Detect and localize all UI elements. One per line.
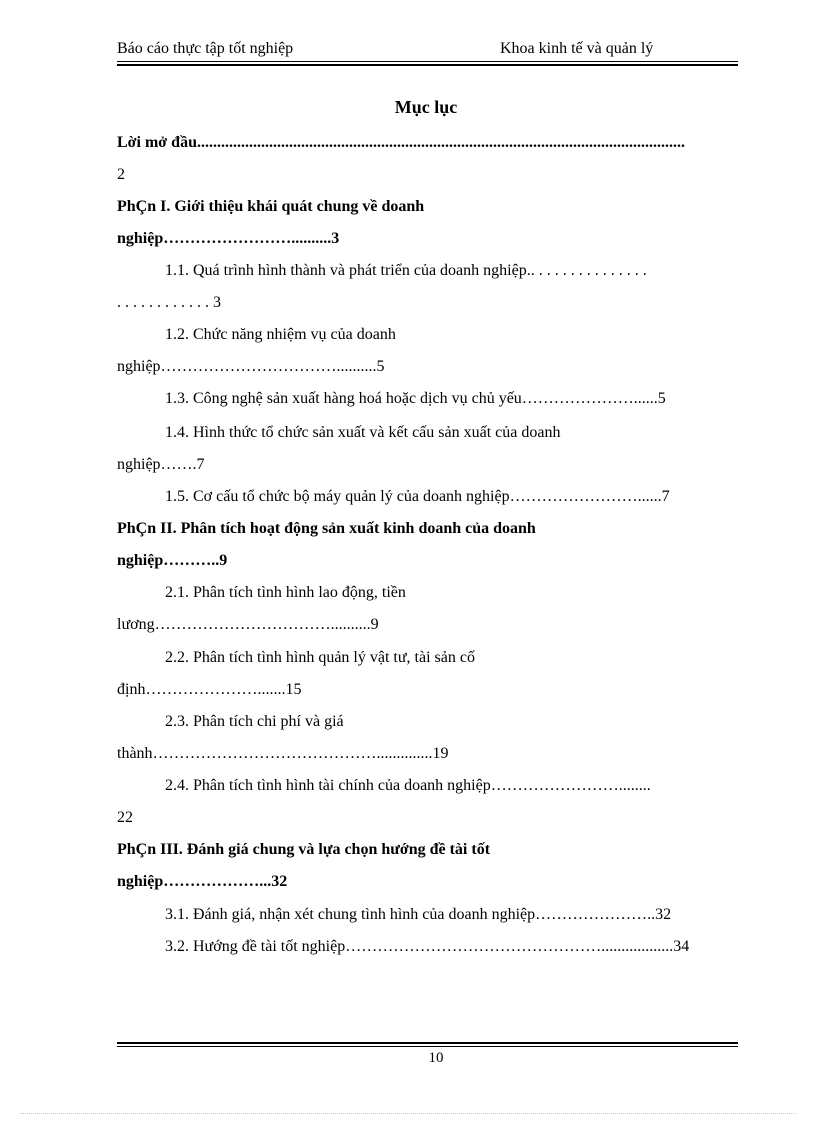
toc-entry-part-3-cont: nghiệp………………...32: [117, 873, 288, 890]
toc-entry-2-2-cont: định………………….......15: [117, 681, 302, 698]
toc-entry-1-4[interactable]: 1.4. Hình thức tổ chức sản xuất và kết cấu sản xuất của doanh: [165, 424, 561, 441]
toc-entry-2-3-cont: thành……………………………………..............19: [117, 745, 449, 762]
toc-entry-2-1-cont: lương……………………………..........9: [117, 616, 379, 633]
toc-entry-3-2[interactable]: 3.2. Hướng đề tài tốt nghiệp…………………………………………..................34: [165, 938, 690, 955]
toc-entry-part-2-cont: nghiệp………..9: [117, 552, 228, 569]
footer-rule-thin: [117, 1046, 738, 1047]
toc-entry-part-3[interactable]: PhÇn III. Đánh giá chung và lựa chọn hướng đề tài tốt: [117, 841, 491, 858]
page-header-left: Báo cáo thực tập tốt nghiệp: [117, 40, 294, 57]
footer-rule-thick: [117, 1042, 738, 1044]
page-header-right: Khoa kinh tế và quản lý: [500, 40, 654, 57]
toc-entry-intro-page: 2: [117, 166, 125, 183]
toc-entry-1-2-cont: nghiệp……………………………..........5: [117, 358, 385, 375]
toc-entry-part-2[interactable]: PhÇn II. Phân tích hoạt động sản xuất kinh doanh của doanh: [117, 520, 536, 537]
toc-entry-2-4[interactable]: 2.4. Phân tích tình hình tài chính của doanh nghiệp……………………........: [165, 777, 651, 794]
toc-entry-part-1[interactable]: PhÇn I. Giới thiệu khái quát chung về doanh: [117, 198, 425, 215]
toc-entry-1-5[interactable]: 1.5. Cơ cấu tổ chức bộ máy quản lý của doanh nghiệp……………………......7: [165, 488, 670, 505]
toc-entry-1-2[interactable]: 1.2. Chức năng nhiệm vụ của doanh: [165, 326, 396, 343]
header-rule-thin: [117, 61, 738, 62]
toc-entry-3-1[interactable]: 3.1. Đánh giá, nhận xét chung tình hình của doanh nghiệp…………………..32: [165, 906, 672, 923]
toc-entry-part-1-cont: nghiệp……………………..........3: [117, 230, 340, 247]
header-rule-thick: [117, 64, 738, 66]
toc-entry-2-2[interactable]: 2.2. Phân tích tình hình quản lý vật tư, tài sản cố: [165, 649, 475, 666]
page-number: 10: [428, 1050, 444, 1066]
page-bottom-dotted-border: [20, 1113, 796, 1114]
toc-entry-intro[interactable]: Lời mở đầu..........................................................................................................................: [117, 134, 685, 151]
toc-entry-1-4-cont: nghiệp…….7: [117, 456, 205, 473]
toc-entry-2-3[interactable]: 2.3. Phân tích chi phí và giá: [165, 713, 344, 730]
toc-entry-2-4-cont: 22: [117, 809, 133, 826]
toc-entry-1-1[interactable]: 1.1. Quá trình hình thành và phát triển của doanh nghiệp.. . . . . . . . . . . . . . .: [165, 262, 647, 279]
toc-entry-2-1[interactable]: 2.1. Phân tích tình hình lao động, tiền: [165, 584, 406, 601]
toc-entry-1-3[interactable]: 1.3. Công nghệ sản xuất hàng hoá hoặc dịch vụ chủ yếu…………………......5: [165, 390, 666, 407]
toc-title: Mục lục: [394, 97, 458, 117]
toc-entry-1-1-cont: . . . . . . . . . . . . 3: [117, 294, 221, 311]
